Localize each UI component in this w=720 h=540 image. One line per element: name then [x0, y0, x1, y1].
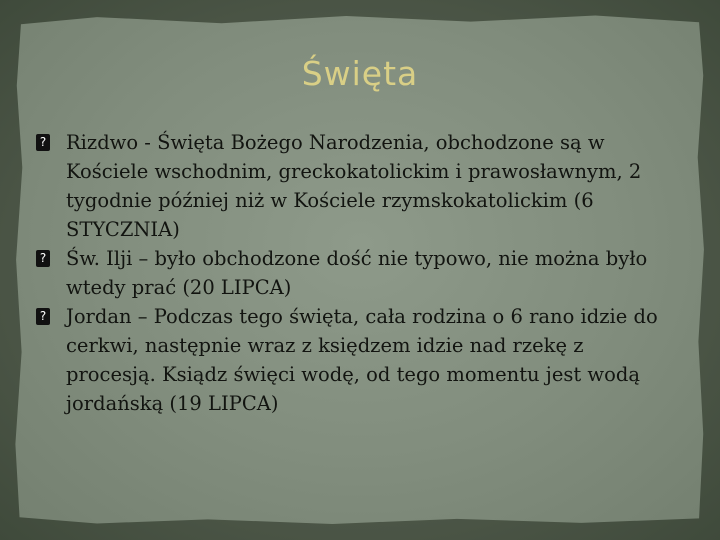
bullet-item-rizdwo	[36, 128, 676, 244]
bullet-text: Jordan – Podczas tego święta, cała rodzina o 6 rano idzie do cerkwi, następnie wraz z księdzem idzie nad rzekę z procesją. Ksiądz święci wodę, od tego momentu jest wodą jordańską (19 LIPCA)	[66, 305, 658, 415]
bullet-item-ilji	[36, 244, 676, 302]
bullet-text: Św. Ilji – było obchodzone dość nie typowo, nie można było wtedy prać (20 LIPCA)	[66, 247, 648, 299]
bullet-item-jordan	[36, 302, 676, 418]
bullet-text: Rizdwo - Święta Bożego Narodzenia, obchodzone są w Kościele wschodnim, greckokatolickim i prawosławnym, 2 tygodnie później niż w Kościele rzymskokatolickim (6 STYCZNIA)	[66, 131, 642, 241]
bullet-list	[36, 128, 676, 418]
missing-glyph-bullet-icon: ?	[36, 308, 50, 325]
slide-title: Święta	[301, 54, 419, 93]
missing-glyph-bullet-icon: ?	[36, 134, 50, 151]
missing-glyph-bullet-icon: ?	[36, 250, 50, 267]
